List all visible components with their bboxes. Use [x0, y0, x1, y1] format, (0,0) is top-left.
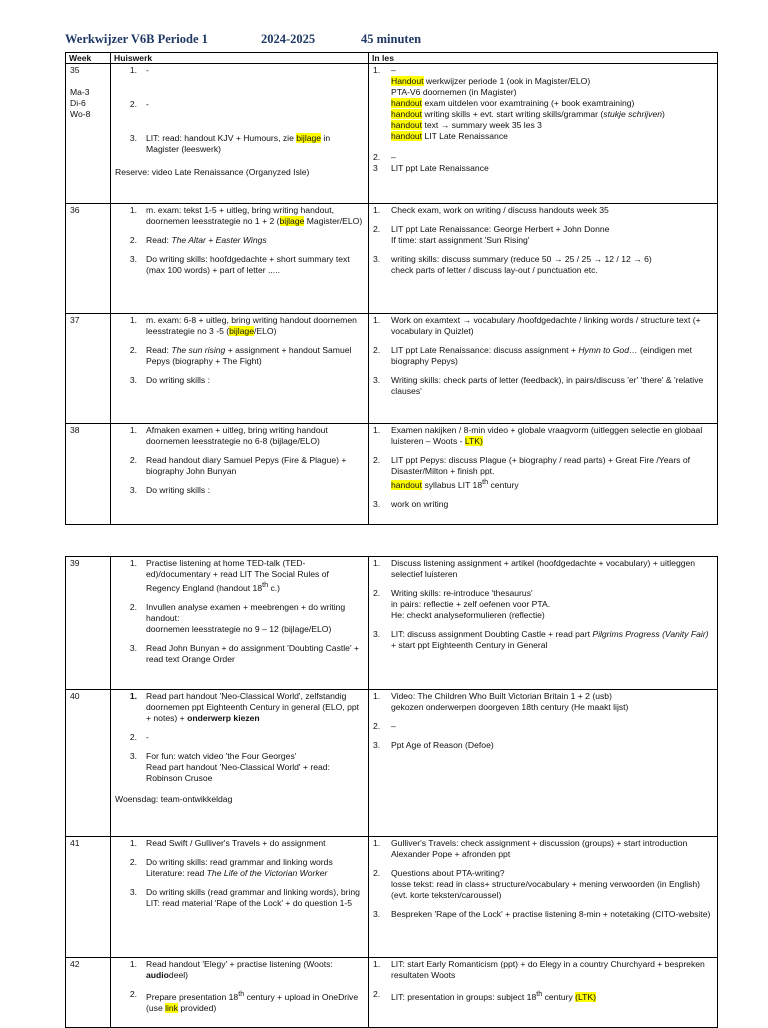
school-year: 2024-2025	[261, 32, 316, 46]
week-number: 36	[70, 205, 80, 215]
ltk-highlight: (LTK)	[575, 991, 597, 1002]
item-text: Ppt Age of Reason (Defoe)	[391, 740, 494, 750]
day-label: Ma-3	[70, 87, 90, 97]
handout-highlight: handout	[391, 479, 423, 490]
day-label: Wo-8	[70, 109, 91, 119]
list-item: 1. Examen nakijken / 8-min video + globale vraagvorm (uitleggen selectie en globaal luisteren – Woots - LTK)	[373, 425, 713, 447]
list-item: 1. Practise listening at home TED-talk (TED-ed)/documentary + read LIT The Social Rules of Regency England (handout 18th c.)	[115, 558, 364, 594]
item-text: Do writing skills :	[146, 485, 210, 495]
list-item: 1. Discuss listening assignment + artikel (hoofdgedachte + vocabulary) + uitleggen selectief luisteren	[373, 558, 713, 580]
week-row-37	[66, 314, 718, 424]
week-cell	[66, 837, 111, 958]
item-text: -	[146, 732, 149, 742]
schedule-table-2	[65, 556, 718, 1028]
huiswerk-cell	[111, 557, 369, 690]
week-row-35	[66, 64, 718, 204]
week-row-42	[66, 958, 718, 1028]
item-text: Do writing skills :	[146, 375, 210, 385]
list-item: 2. Questions about PTA-writing? losse tekst: read in class+ structure/vocabulary + mening verwoorden (in English) (evt. korte teksten/caroussel)	[373, 868, 713, 901]
in-les-cell	[369, 690, 718, 837]
item-text: LIT: read: handout KJV + Humours, zie bijlage in Magister (leeswerk)	[146, 133, 331, 154]
list-item: 2. Read: The sun rising + assignment + handout Samuel Pepys (biography + The Fight)	[115, 345, 364, 367]
list-item: 2. LIT ppt Pepys: discuss Plague (+ biography / read parts) + Great Fire /Years of Disaster/Milton + finish ppt. handout syllabus LIT 18th century	[373, 455, 713, 491]
in-les-cell	[369, 64, 718, 204]
handout-highlight: handout	[391, 98, 423, 108]
document-title	[65, 34, 705, 50]
item-text: writing skills: discuss summary (reduce 50 → 25 / 25 → 12 / 12 → 6) check parts of letter / discuss lay-out / punctuation etc.	[391, 254, 652, 275]
col-huiswerk: Huiswerk	[111, 53, 369, 64]
week-cell	[66, 424, 111, 525]
week-row-38	[66, 424, 718, 525]
in-les-cell	[369, 958, 718, 1028]
list-item: 1. -	[115, 65, 364, 76]
week-number: 35	[70, 65, 80, 75]
item-text: Read: The Altar + Easter Wings	[146, 235, 267, 245]
item-text: LIT: start Early Romanticism (ppt) + do Elegy in a country Churchyard + bespreken resultaten Woots	[391, 959, 705, 980]
week-number: 39	[70, 558, 80, 568]
item-text: Prepare presentation 18th century + upload in OneDrive (use link provided)	[146, 990, 359, 1013]
huiswerk-cell	[111, 424, 369, 525]
list-item: 3 LIT ppt Late Renaissance	[373, 163, 713, 174]
item-text: Gulliver's Travels: check assignment + discussion (groups) + start introduction Alexander Pope + afronden ppt	[391, 838, 688, 859]
list-item: 2. Writing skills: re-introduce 'thesaurus' in pairs: reflectie + zelf oefenen voor PTA. He: checkt analyseformulieren (reflectie)	[373, 588, 713, 621]
week-cell	[66, 314, 111, 424]
list-item: 1. LIT: start Early Romanticism (ppt) + do Elegy in a country Churchyard + bespreken resultaten Woots	[373, 959, 713, 981]
list-item: 1. Check exam, work on writing / discuss handouts week 35	[373, 205, 713, 216]
huiswerk-cell	[111, 690, 369, 837]
list-item: 1. m. exam: tekst 1-5 + uitleg, bring writing handout, doornemen leesstrategie no 1 + 2 (bijlage Magister/ELO)	[129, 205, 363, 226]
list-item: 3. Bespreken 'Rape of the Lock' + practise listening 8-min + notetaking (CITO-website)	[373, 909, 713, 920]
bijlage-highlight: bijlage	[296, 133, 322, 143]
in-les-cell	[369, 314, 718, 424]
link-highlight[interactable]: link	[165, 1002, 179, 1013]
list-item: 2. –	[373, 152, 713, 163]
item-text: Read part handout 'Neo-Classical World', zelfstandig doornemen ppt Eighteenth Century in general (ELO, ppt + notes) + onderwerp kiezen	[146, 691, 360, 723]
list-item: 3. Do writing skills: hoofdgedachte + short summary text (max 100 words) + part of letter .....	[115, 254, 364, 276]
list-item: 2. LIT ppt Late Renaissance: discuss assignment + Hymn to God… (eindigen met biography Pepys)	[373, 345, 713, 367]
item-text: Afmaken examen + uitleg, bring writing handout doornemen leesstrategie no 6-8 (bijlage/ELO)	[146, 425, 328, 446]
item-text: Do writing skills: hoofdgedachte + short summary text (max 100 words) + part of letter .....	[146, 254, 350, 275]
item-text: Do writing skills: read grammar and linking words Literature: read The Life of the Victorian Worker	[146, 857, 333, 878]
huiswerk-cell	[111, 314, 369, 424]
list-item: 2. Invullen analyse examen + meebrengen + do writing handout: doornemen leesstrategie no 9 – 12 (bijlage/ELO)	[115, 602, 364, 635]
in-les-cell	[369, 837, 718, 958]
list-item: 1. Afmaken examen + uitleg, bring writing handout doornemen leesstrategie no 6-8 (bijlage/ELO)	[115, 425, 364, 447]
day-label: Di-6	[70, 98, 86, 108]
item-text: Invullen analyse examen + meebrengen + do writing handout: doornemen leesstrategie no 9 – 12 (bijlage/ELO)	[146, 601, 346, 634]
week-row-41	[66, 837, 718, 958]
item-text: LIT ppt Late Renaissance	[391, 163, 489, 173]
handout-highlight: Handout	[391, 76, 424, 86]
list-item: 3. writing skills: discuss summary (reduce 50 → 25 / 25 → 12 / 12 → 6) check parts of letter / discuss lay-out / punctuation etc.	[373, 254, 713, 276]
item-text: Check exam, work on writing / discuss handouts week 35	[391, 205, 609, 215]
item-text: Writing skills: check parts of letter (feedback), in pairs/discuss 'er' 'there' & 'relative clauses'	[391, 375, 704, 396]
item-text: LIT: discuss assignment Doubting Castle + read part Pilgrims Progress (Vanity Fair) + start ppt Eighteenth Century in General	[391, 629, 709, 650]
table-header-row	[66, 53, 718, 64]
week-number: 41	[70, 838, 80, 848]
list-item: 3. LIT: read: handout KJV + Humours, zie bijlage in Magister (leeswerk)	[115, 133, 364, 155]
bijlage-highlight: bijlage	[279, 216, 305, 226]
in-les-cell	[369, 424, 718, 525]
list-item: 2. -	[115, 99, 364, 110]
col-week: Week	[66, 53, 111, 64]
week-row-40	[66, 690, 718, 837]
huiswerk-cell	[111, 204, 369, 314]
item-text: LIT ppt Pepys: discuss Plague (+ biography / read parts) + Great Fire /Years of Disaster/Milton + finish ppt. handout syllabus LIT 18th century	[391, 455, 691, 490]
week-number: 37	[70, 315, 80, 325]
item-text: Writing skills: re-introduce 'thesaurus' in pairs: reflectie + zelf oefenen voor PTA. He: checkt analyseformulieren (reflectie)	[391, 588, 551, 620]
item-text: LIT: presentation in groups: subject 18th century (LTK)	[391, 990, 597, 1002]
item-text: – Handout werkwijzer periode 1 (ook in Magister/ELO) PTA-V6 doornemen (in Magister) handout exam uitdelen voor examtraining (+ book examtraining) handout writing skills + evt. start writing skills/grammar (stukje schrijven) handout text → summary week 35 les 3 handout LIT Late Renaissance	[391, 65, 665, 141]
list-item: 1. Gulliver's Travels: check assignment + discussion (groups) + start introduction Alexander Pope + afronden ppt	[373, 838, 713, 860]
item-text: LIT ppt Late Renaissance: discuss assignment + Hymn to God… (eindigen met biography Pepys)	[391, 345, 693, 366]
ltk-highlight: LTK)	[464, 436, 483, 446]
item-text: Read: The sun rising + assignment + handout Samuel Pepys (biography + The Fight)	[146, 345, 352, 366]
week-row-36	[66, 204, 718, 314]
item-text: Video: The Children Who Built Victorian Britain 1 + 2 (usb) gekozen onderwerpen doorgeven 18th century (He maakt lijst)	[391, 691, 629, 712]
item-text: –	[391, 721, 396, 731]
list-item: 1. Read Swift / Gulliver's Travels + do assignment	[115, 838, 364, 849]
list-item: 3. Read John Bunyan + do assignment 'Doubting Castle' + read text Orange Order	[115, 643, 364, 665]
list-item: 2. -	[115, 732, 364, 743]
item-text: Practise listening at home TED-talk (TED-ed)/documentary + read LIT The Social Rules of Regency England (handout 18th c.)	[146, 558, 329, 593]
item-text: For fun: watch video 'the Four Georges' Read part handout 'Neo-Classical World' + read: Robinson Crusoe	[146, 751, 330, 783]
list-item: 1. – Handout werkwijzer periode 1 (ook in Magister/ELO) PTA-V6 doornemen (in Magister) handout exam uitdelen voor examtraining (+ book examtraining) handout writing skills + evt. start writing skills/grammar (stukje schrijven) handout text → summary week 35 les 3 handout LIT Late Renaissance	[373, 65, 713, 142]
week-cell	[66, 557, 111, 690]
item-text: Do writing skills (read grammar and linking words), bring LIT: read material 'Rape of the Lock' + do question 1-5	[146, 887, 360, 908]
handout-highlight: handout	[391, 131, 423, 141]
item-text: –	[391, 152, 396, 162]
list-item: 1. Video: The Children Who Built Victorian Britain 1 + 2 (usb) gekozen onderwerpen doorgeven 18th century (He maakt lijst)	[373, 691, 713, 713]
item-text: -	[146, 99, 149, 109]
week-number: 38	[70, 425, 80, 435]
list-item: 3. Ppt Age of Reason (Defoe)	[373, 740, 713, 751]
schedule-table-1	[65, 52, 718, 525]
list-item: 3. For fun: watch video 'the Four Georges' Read part handout 'Neo-Classical World' + read: Robinson Crusoe	[115, 751, 364, 784]
list-item: 2. LIT ppt Late Renaissance: George Herbert + John Donne If time: start assignment 'Sun Rising'	[373, 224, 713, 246]
item-text: Examen nakijken / 8-min video + globale vraagvorm (uitleggen selectie en globaal luisteren – Woots - LTK)	[391, 425, 703, 446]
list-item: 1. m. exam: 6-8 + uitleg, bring writing handout doornemen leesstrategie no 3 -5 (bijlage/ELO)	[115, 315, 364, 337]
item-text: Work on examtext → vocabulary /hoofdgedachte / linking words / structure text (+ vocabulary in Quizlet)	[391, 315, 701, 336]
list-item: 3. Do writing skills :	[115, 485, 364, 496]
list-item: 2. LIT: presentation in groups: subject 18th century (LTK)	[373, 989, 713, 1003]
huiswerk-cell	[111, 837, 369, 958]
item-text: m. exam: 6-8 + uitleg, bring writing handout doornemen leesstrategie no 3 -5 (bijlage/ELO)	[146, 315, 357, 336]
list-item: 3. Do writing skills (read grammar and linking words), bring LIT: read material 'Rape of the Lock' + do question 1-5	[115, 887, 364, 909]
list-item: 3. LIT: discuss assignment Doubting Castle + read part Pilgrims Progress (Vanity Fair) + start ppt Eighteenth Century in General	[373, 629, 713, 651]
lesson-duration: 45 minuten	[361, 32, 422, 46]
item-text: Read handout diary Samuel Pepys (Fire & Plague) + biography John Bunyan	[146, 455, 347, 476]
week-cell	[66, 958, 111, 1028]
week-cell	[66, 204, 111, 314]
huiswerk-cell	[111, 64, 369, 204]
week-cell	[66, 64, 111, 204]
reserve-note: Reserve: video Late Renaissance (Organyzed Isle)	[115, 167, 310, 177]
item-text: m. exam: tekst 1-5 + uitleg, bring writing handout, doornemen leesstrategie no 1 + 2 (bijlage Magister/ELO)	[146, 205, 363, 226]
item-text: -	[146, 65, 149, 75]
list-item: 1. Read handout 'Elegy' + practise listening (Woots: audiodeel)	[115, 959, 364, 981]
item-text: work on writing	[391, 498, 449, 509]
in-les-cell	[369, 557, 718, 690]
list-item: 1. Read part handout 'Neo-Classical World', zelfstandig doornemen ppt Eighteenth Century in general (ELO, ppt + notes) + onderwerp kiezen	[115, 691, 364, 724]
list-item: 2. –	[373, 721, 713, 732]
title-text: Werkwijzer V6B Periode 1	[65, 32, 208, 46]
handout-highlight: handout	[391, 120, 423, 130]
item-text: Questions about PTA-writing? losse tekst: read in class+ structure/vocabulary + mening verwoorden (in English) (evt. korte teksten/caroussel)	[391, 868, 701, 900]
list-item: 3. Writing skills: check parts of letter (feedback), in pairs/discuss 'er' 'there' & 'relative clauses'	[373, 375, 713, 397]
week-row-39	[66, 557, 718, 690]
huiswerk-cell	[111, 958, 369, 1028]
item-text: LIT ppt Late Renaissance: George Herbert + John Donne If time: start assignment 'Sun Rising'	[391, 224, 610, 245]
item-text: Read John Bunyan + do assignment 'Doubting Castle' + read text Orange Order	[146, 642, 360, 664]
col-in-les: In les	[369, 53, 718, 64]
team-day-note: Woensdag: team-ontwikkeldag	[115, 794, 233, 804]
week-cell	[66, 690, 111, 837]
item-text: Discuss listening assignment + artikel (hoofdgedachte + vocabulary) + uitleggen selectief luisteren	[391, 558, 696, 579]
list-item: 1. Work on examtext → vocabulary /hoofdgedachte / linking words / structure text (+ vocabulary in Quizlet)	[373, 315, 713, 337]
bijlage-highlight: bijlage	[229, 326, 254, 336]
week-number: 40	[70, 691, 80, 701]
list-item: 2. Read: The Altar + Easter Wings	[115, 235, 364, 246]
item-text: Bespreken 'Rape of the Lock' + practise listening 8-min + notetaking (CITO-website)	[391, 909, 711, 919]
week-number: 42	[70, 959, 80, 969]
list-item: 3. work on writing	[373, 499, 713, 510]
item-text: Read Swift / Gulliver's Travels + do assignment	[146, 838, 326, 848]
list-item: 2. Do writing skills: read grammar and linking words Literature: read The Life of the Victorian Worker	[115, 857, 364, 879]
handout-highlight: handout	[391, 109, 423, 119]
item-text: Read handout 'Elegy' + practise listening (Woots: audiodeel)	[146, 959, 333, 980]
list-item: 2. Read handout diary Samuel Pepys (Fire & Plague) + biography John Bunyan	[115, 455, 364, 477]
in-les-cell	[369, 204, 718, 314]
list-item: 3. Do writing skills :	[115, 375, 364, 386]
list-item: 2. Prepare presentation 18th century + upload in OneDrive (use link provided)	[115, 989, 364, 1014]
